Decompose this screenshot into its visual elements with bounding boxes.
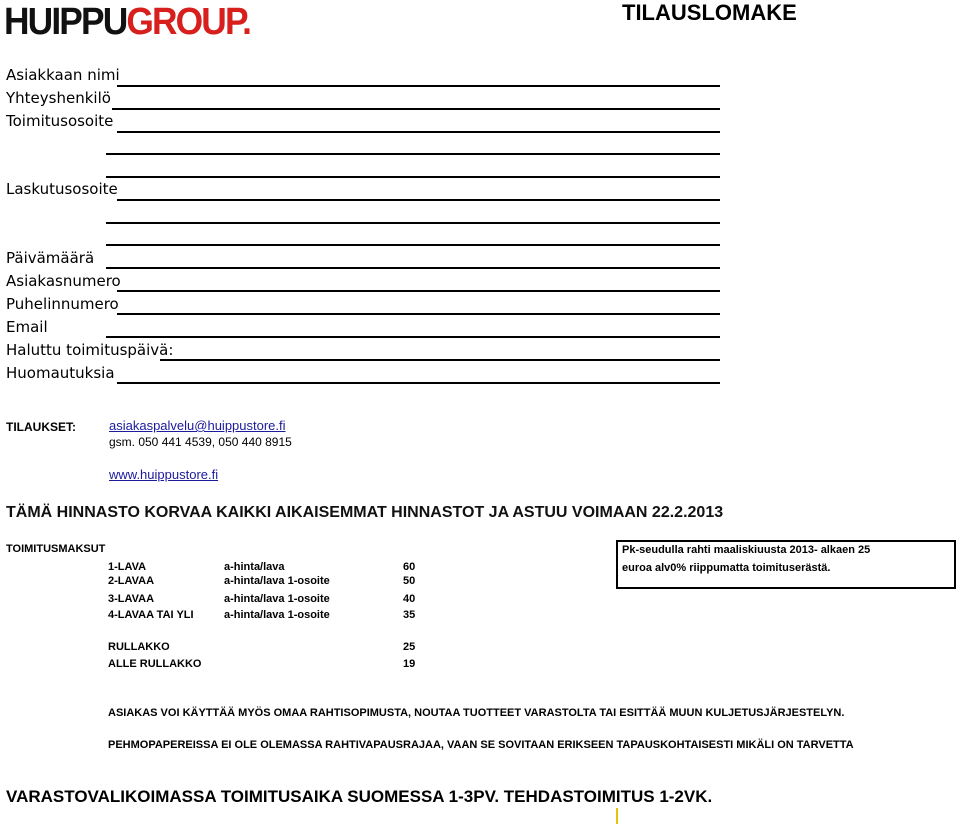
- delivery-date-input-line[interactable]: [160, 359, 720, 361]
- shipping-row-price: 50: [403, 575, 416, 587]
- shipping-row-price: 40: [403, 593, 416, 605]
- delivery-address-input-line-3[interactable]: [106, 176, 720, 178]
- shipping-row-name: 1-LAVA: [108, 561, 147, 573]
- website-link[interactable]: www.huippustore.fi: [109, 467, 219, 482]
- field-label-delivery-address: Toimitusosoite: [6, 112, 114, 130]
- field-label-remarks: Huomautuksia: [6, 364, 115, 382]
- trolley-row-name: RULLAKKO: [108, 641, 170, 653]
- shipping-row-name: 3-LAVAA: [108, 593, 155, 605]
- trolley-row-name: ALLE RULLAKKO: [108, 658, 202, 670]
- field-label-delivery-date: Haluttu toimituspäivä:: [6, 341, 174, 359]
- logo-text-huippu: HUIPPU: [4, 1, 127, 43]
- shipping-title: TOIMITUSMAKSUT: [6, 543, 106, 555]
- trolley-row-price: 25: [403, 641, 416, 653]
- delivery-address-input-line-1[interactable]: [117, 131, 720, 133]
- customer-name-input-line[interactable]: [117, 85, 720, 87]
- text-cursor-mark: [616, 808, 618, 824]
- own-shipping-note: ASIAKAS VOI KÄYTTÄÄ MYÖS OMAA RAHTISOPIMUSTA, NOUTAA TUOTTEET VARASTOLTA TAI ESITTÄÄ MUUN KULJETUSJÄRJESTELYN.: [108, 707, 845, 719]
- phone-input-line[interactable]: [117, 313, 720, 315]
- delivery-address-input-line-2[interactable]: [106, 153, 720, 155]
- soft-paper-note: PEHMOPAPEREISSA EI OLE OLEMASSA RAHTIVAPAUSRAJAA, VAAN SE SOVITAAN ERIKSEEN TAPAUSKOHTAISESTI MIKÄLI ON TARVETTA: [108, 739, 854, 751]
- field-label-email: Email: [6, 318, 48, 336]
- shipping-row-name: 2-LAVAA: [108, 575, 155, 587]
- field-label-contact-person: Yhteyshenkilö: [6, 89, 111, 107]
- company-logo: [4, 2, 250, 42]
- field-label-billing-address: Laskutusosoite: [6, 180, 118, 198]
- helsinki-shipping-line-2: euroa alv0% riippumatta toimituserästä.: [622, 562, 831, 574]
- remarks-input-line[interactable]: [117, 382, 720, 384]
- logo-text-group: GROUP.: [126, 1, 251, 43]
- shipping-row-name: 4-LAVAA TAI YLI: [108, 609, 194, 621]
- field-label-customer-number: Asiakasnumero: [6, 272, 121, 290]
- shipping-row-desc: a-hinta/lava 1-osoite: [224, 609, 330, 621]
- orders-label: TILAUKSET:: [6, 420, 76, 434]
- contact-person-input-line[interactable]: [112, 108, 720, 110]
- shipping-row-desc: a-hinta/lava: [224, 561, 285, 573]
- orders-email-link[interactable]: asiakaspalvelu@huippustore.fi: [109, 418, 286, 433]
- field-label-date: Päivämäärä: [6, 249, 95, 267]
- trolley-row-price: 19: [403, 658, 416, 670]
- field-label-phone: Puhelinnumero: [6, 295, 119, 313]
- billing-address-input-line-3[interactable]: [106, 244, 720, 246]
- price-list-notice: TÄMÄ HINNASTO KORVAA KAIKKI AIKAISEMMAT HINNASTOT JA ASTUU VOIMAAN 22.2.2013: [6, 504, 724, 521]
- shipping-row-price: 35: [403, 609, 416, 621]
- billing-address-input-line-1[interactable]: [117, 199, 720, 201]
- form-title: TILAUSLOMAKE: [622, 0, 797, 25]
- customer-number-input-line[interactable]: [117, 290, 720, 292]
- helsinki-shipping-line-1: Pk-seudulla rahti maaliskiuusta 2013- alkaen 25: [622, 544, 871, 556]
- date-input-line[interactable]: [106, 267, 720, 269]
- email-input-line[interactable]: [106, 336, 720, 338]
- delivery-time-footer: VARASTOVALIKOIMASSA TOIMITUSAIKA SUOMESSA 1-3PV. TEHDASTOIMITUS 1-2VK.: [6, 787, 713, 806]
- shipping-row-price: 60: [403, 561, 416, 573]
- shipping-row-desc: a-hinta/lava 1-osoite: [224, 575, 330, 587]
- field-label-customer-name: Asiakkaan nimi: [6, 66, 120, 84]
- shipping-row-desc: a-hinta/lava 1-osoite: [224, 593, 330, 605]
- billing-address-input-line-2[interactable]: [106, 222, 720, 224]
- orders-phone: gsm. 050 441 4539, 050 440 8915: [109, 435, 292, 449]
